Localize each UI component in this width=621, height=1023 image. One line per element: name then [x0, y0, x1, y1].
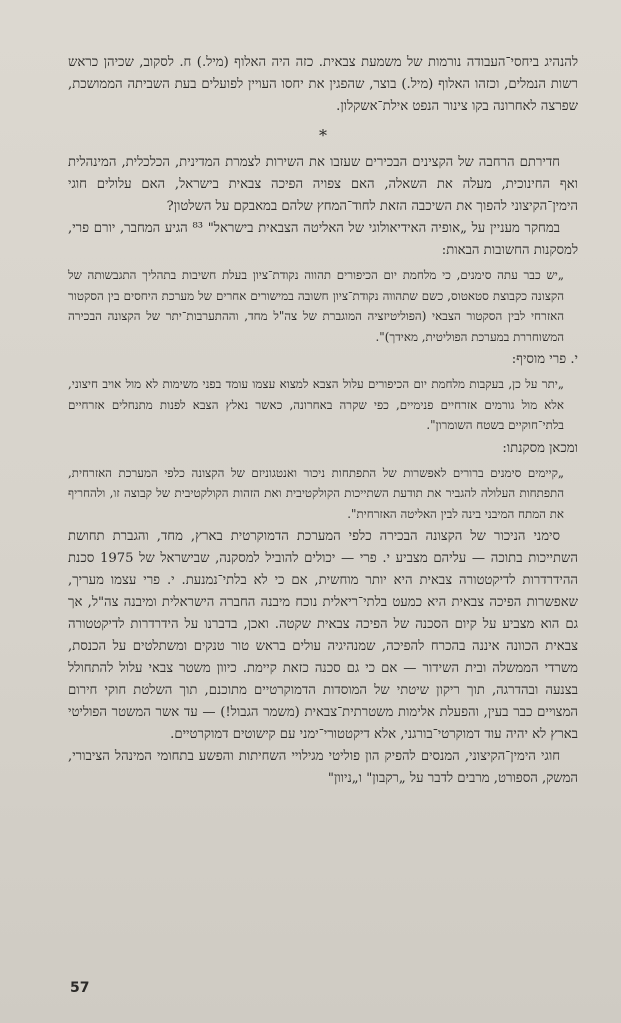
paragraph-3: במחקר מעניין על „אופיה האידיאולוגי של האליטה הצבאית בישראל" ⁸³ הגיע המחבר, יורם פרי, למסקנות החשובות הבאות:: [68, 221, 578, 258]
paragraph-1: להנהיג ביחסי־העבודה נורמות של משמעת צבאית. כזה היה האלוף (מיל.) ח. לסקוב, שכיהן כראש רשות הנמלים, וכזהו האלוף (מיל.) בוצר, שהפגין את יחסו העויין לפועלים בעת השביתה הממושכת, שפרצה לאחרונה בקו צינור הנפט אילת־אשקלון.: [68, 55, 578, 114]
quote-1: „יש כבר עתה סימנים, כי מלחמת יום הכיפורים תהווה נקודת־ציון בעלת חשיבות בתהליך התגבשותה של הקצונה כקבוצת סטאטוס, כשם שתהווה נקודת־ציון חשובה במישורים אחרים של מערכת היחסים בין הסקטור האזרחי לבין הסקטור הצבאי (הפוליטיזציה המוגברת של צה"ל מחד, וההתערבות־יתר של הקצונה הבכירה המשוחררת במערכת הפוליטית, מאידך)".: [68, 268, 564, 344]
paragraph-2: חדירתם הרחבה של הקצינים הבכירים שעזבו את השירות לצמרת המדינית, הכלכלית, המינהלית ואף החינוכית, מעלה את השאלה, האם צפויה הפיכה צבאית בישראל, האם עלולים חוגי הימין־הקיצוני להפוך את השיכבה הזאת לחוד־המחץ שלהם במאבקם על השלטון?: [68, 155, 578, 214]
quote-intro-2: ומכאן מסקנתו:: [502, 440, 578, 456]
quote-2: „יתר על כן, בעקבות מלחמת יום הכיפורים עלול הצבא למצוא עצמו עומד בפני משימות לא מול אויב חיצוני, אלא מול גורמים אזרחיים פנימיים, כפי שקרה באחרונה, כאשר נאלץ הצבא לפנות מתנחלים אזרחיים בלתי־חוקיים בשטח השומרון".: [68, 377, 564, 432]
paragraph-4: סימני הניכור של הקצונה הבכירה כלפי המערכת הדמוקרטית בארץ, מחד, והגברת תחושת השתייכות בתוכה — עליהם מצביע י. פרי — יכולים להוביל למסקנה, שבישראל של 1975 סכנת ההידרדרות לדיקטטורה צבאית היא יותר מוחשית, אם כי לא בלתי־נמנעת. י. פרי עצמו מעריך, שאפשרות הפיכה צבאית היא כמעט בלתי־ריאלית נוכח מיבנה החברה הישראלית ומיבנה צה"ל, אך גם הוא מצביע על קיום הסכנה של הפיכה צבאית שקטה. ואכן, בדברנו על הידרדרות לדיקטטורה צבאית הכוונה איננה בהכרח להפיכה, שמנהיגיה עולים בראש טור טנקים ומשתלטים על הכנסת, משרדי הממשלה ובית השידור — אם כי גם סכנה כזאת קיימת. כיוון משטר צבאי עלול להתחולל בצנעה ובהדרגה, תוך ריקון שיטתי של המוסדות הדמוקרטיים מתוכנם, תוך השלטת חוקי חירום המצויים כבר בעין, והפעלת אלימות משטרתית־צבאית (משמר הגבול!) — עד אשר המשטר הפוליטי בארץ לא יהיה עוד דמוקרטי־בורגני, אלא דיקטטורי־ימני עם קישוטים דמוקרטיים.: [68, 529, 578, 742]
section-separator: *: [319, 126, 327, 145]
page-number: 57: [70, 980, 90, 996]
paragraph-5: חוגי הימין־הקיצוני, המנסים להפיק הון פוליטי מגילויי השחיתות והפשע בתחומי המינהל הציבורי, המשק, הספורט, מרבים לדבר על „רקבון" ו„ניוון": [68, 749, 578, 786]
page-text: [68, 52, 578, 790]
quote-3: „קיימים סימנים ברורים לאפשרות של התפתחות ניכור ואנטגוניזם של הקצונה כלפי המערכת האזרחית, התפתחות העלולה להגביר את תודעת השתייכות הקולקטיבית ואת הזהות הקולקטיבית של קבוצה זו, ולהחריף את המתח המיבני בינה לבין האליטה האזרחית".: [68, 465, 564, 521]
quote-intro-1: י. פרי מוסיף:: [511, 352, 578, 367]
